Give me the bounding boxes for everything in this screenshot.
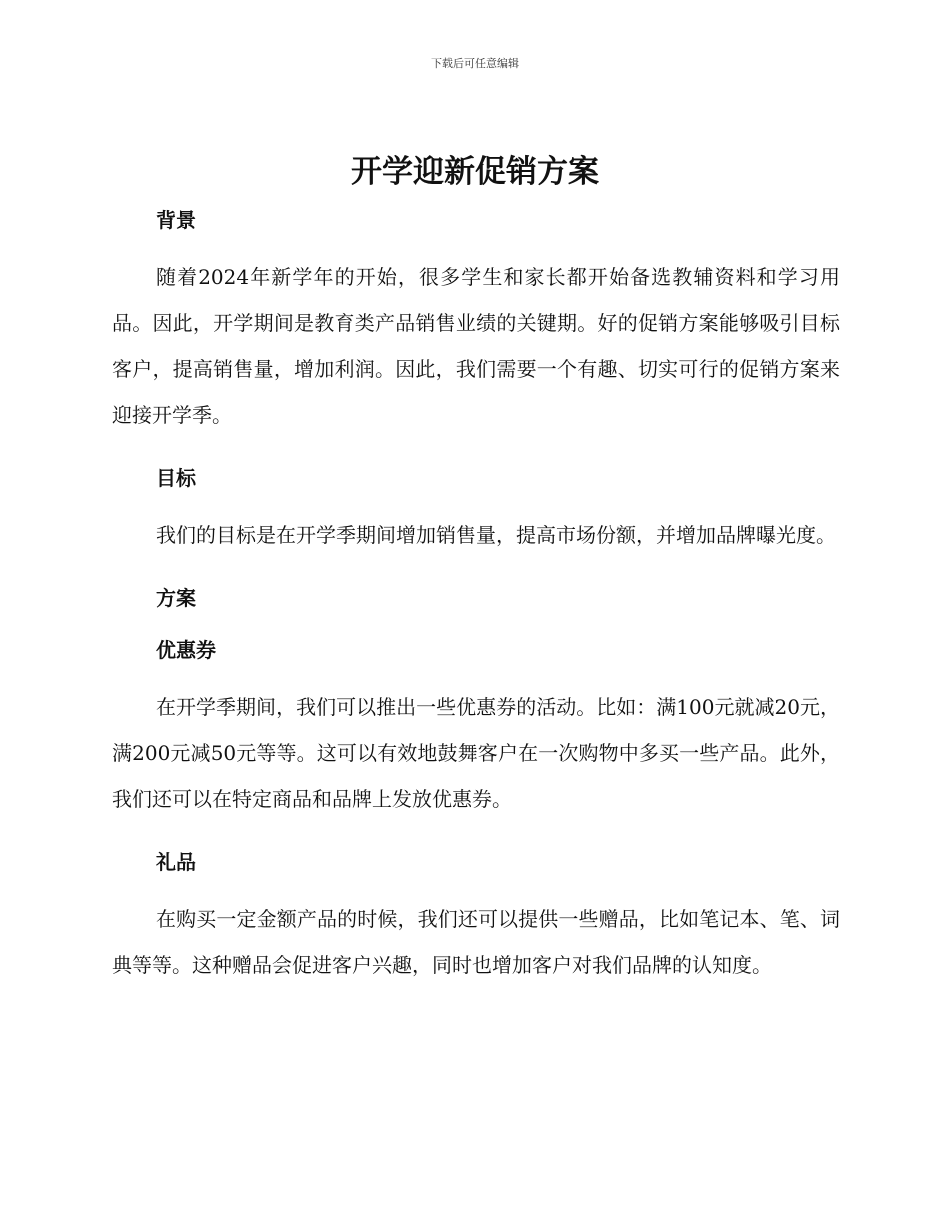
section-heading-goal: 目标 xyxy=(156,466,196,490)
document-body xyxy=(112,202,840,988)
section-text-coupon: 在开学季期间，我们可以推出一些优惠券的活动。比如：满100元就减20元，满200元减50元等等。这可以有效地鼓舞客户在一次购物中多买一些产品。此外，我们还可以在特定商品和品牌上发放优惠券。 xyxy=(112,695,840,811)
header-note: 下载后可任意编辑 xyxy=(431,57,519,70)
section-heading-background: 背景 xyxy=(156,208,196,232)
section-text-background: 随着2024年新学年的开始，很多学生和家长都开始备选教辅资料和学习用品。因此，开学期间是教育类产品销售业绩的关键期。好的促销方案能够吸引目标客户，提高销售量，增加利润。因此，我们需要一个有趣、切实可行的促销方案来迎接开学季。 xyxy=(112,265,840,427)
section-heading-plan: 方案 xyxy=(156,586,196,610)
section-heading-gift: 礼品 xyxy=(156,850,196,874)
page-title: 开学迎新促销方案 xyxy=(351,154,599,190)
section-text-goal: 我们的目标是在开学季期间增加销售量，提高市场份额，并增加品牌曝光度。 xyxy=(156,523,836,547)
section-heading-coupon: 优惠券 xyxy=(156,638,216,662)
section-text-gift: 在购买一定金额产品的时候，我们还可以提供一些赠品，比如笔记本、笔、词典等等。这种赠品会促进客户兴趣，同时也增加客户对我们品牌的认知度。 xyxy=(112,907,840,977)
